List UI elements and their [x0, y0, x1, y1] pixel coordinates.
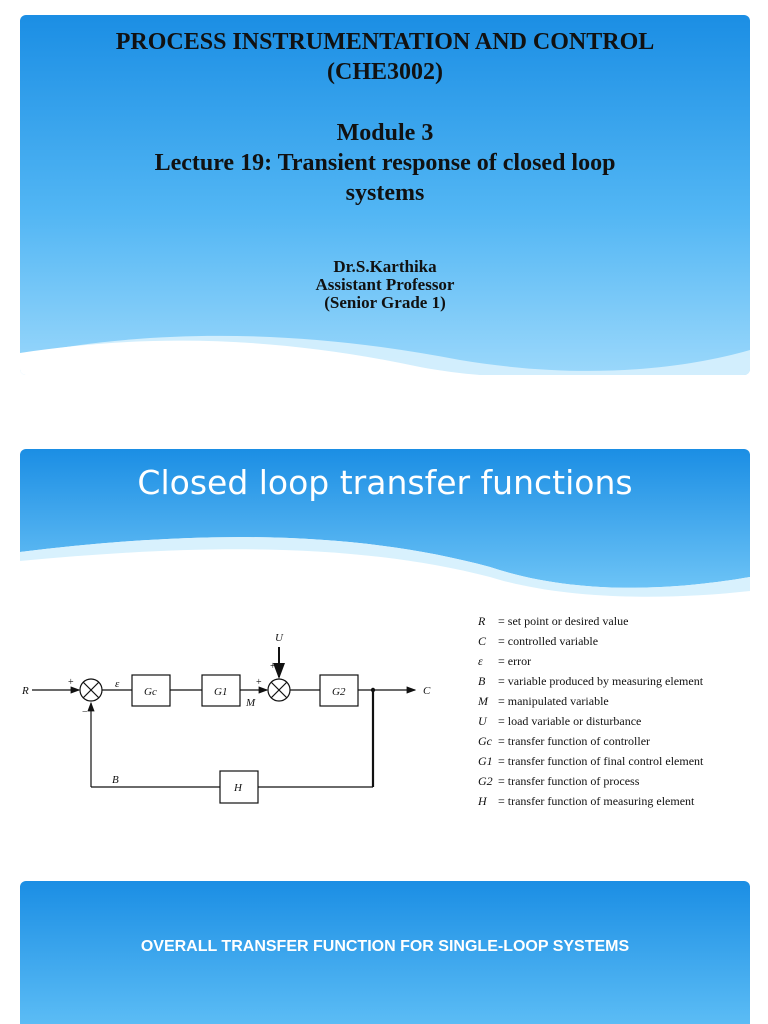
section-slide [20, 881, 750, 1024]
legend-item: R = set point or desired value [478, 614, 629, 628]
block-diagram [20, 599, 460, 829]
disturbance-label: U [275, 632, 283, 644]
author-block [20, 258, 750, 312]
closed-loop-slide [20, 449, 750, 842]
lecture-line: Lecture 19: Transient response of closed loop [154, 150, 616, 176]
course-title-line: PROCESS INSTRUMENTATION AND CONTROL [115, 29, 655, 55]
slide-title: Closed loop transfer functions [137, 463, 633, 502]
section-title: OVERALL TRANSFER FUNCTION FOR SINGLE-LOOP SYSTEMS [140, 938, 630, 955]
feedback-label: B [112, 774, 119, 786]
author-position: Assistant Professor [315, 275, 455, 294]
legend-item: C = controlled variable [478, 634, 599, 648]
legend-item: G1 = transfer function of final control element [478, 754, 704, 768]
course-code-line: (CHE3002) [327, 59, 443, 85]
controller-label: Gc [144, 686, 157, 698]
lecture-line-2: systems [345, 180, 425, 206]
legend-item: B = variable produced by measuring element [478, 674, 704, 688]
process-label: G2 [332, 686, 346, 698]
plus-sign-1: + [68, 677, 74, 688]
course-title [20, 27, 750, 87]
manipulated-label: M [246, 697, 256, 709]
module-line: Module 3 [336, 120, 434, 146]
lecture-title [20, 118, 750, 208]
input-label: R [22, 685, 29, 697]
legend-item: ε = error [478, 654, 532, 668]
legend-item: M = manipulated variable [478, 694, 609, 708]
title-slide [20, 15, 750, 375]
minus-sign: − [82, 707, 88, 718]
variable-legend [478, 611, 703, 811]
legend-item: Gc = transfer function of controller [478, 734, 651, 748]
error-label: ε [115, 678, 120, 690]
legend-item: G2 = transfer function of process [478, 774, 640, 788]
output-label: C [423, 685, 431, 697]
plus-sign-2: + [256, 677, 262, 688]
author-grade: (Senior Grade 1) [324, 293, 446, 312]
legend-item: H = transfer function of measuring element [478, 794, 695, 808]
author-name: Dr.S.Karthika [333, 257, 437, 276]
plus-sign-3: + [270, 661, 276, 672]
legend-item: U = load variable or disturbance [478, 714, 642, 728]
measuring-label: H [234, 782, 242, 794]
final-element-label: G1 [214, 686, 228, 698]
